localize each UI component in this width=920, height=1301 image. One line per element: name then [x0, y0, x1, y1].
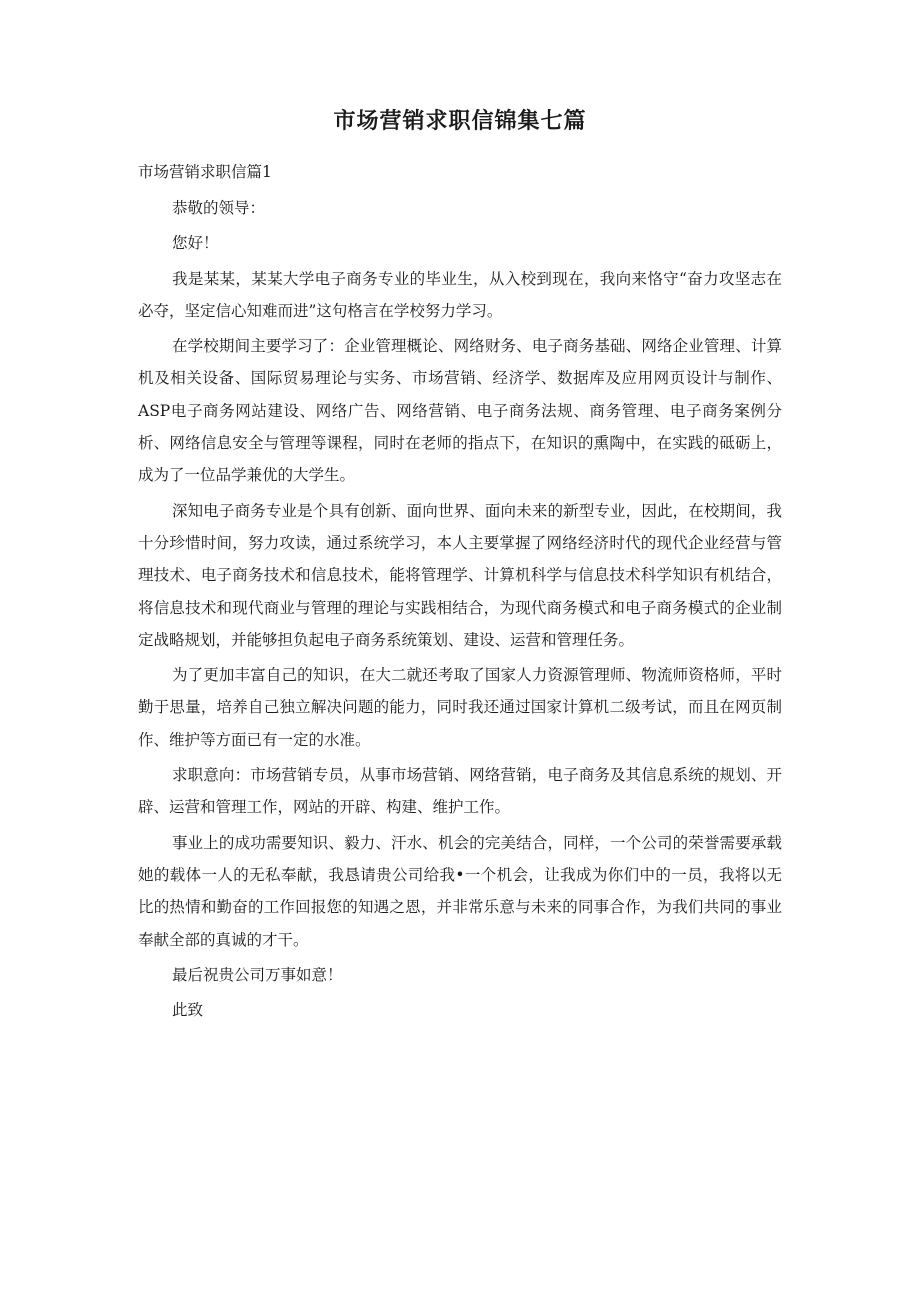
commitment-paragraph: 事业上的成功需要知识、毅力、汗水、机会的完美结合，同样，一个公司的荣誉需要承载她的载体一人的无私奉献，我恳请贵公司给我•一个机会，让我成为你们中的一员，我将以无比的热情和勤奋的工作回报您的知遇之恩，并非常乐意与未来的同事合作，为我们共同的事业奉献全部的真诚的才干。: [138, 833, 782, 949]
section-heading: 市场营销求职信篇1: [138, 163, 272, 181]
document-title: 市场营销求职信锦集七篇: [333, 109, 587, 134]
certifications-paragraph: 为了更加丰富自己的知识，在大二就还考取了国家人力资源管理师、物流师资格师，平时勤于思量，培养自己独立解决问题的能力，同时我还通过国家计算机二级考试，而且在网页制作、维护等方面已有一定的水准。: [138, 666, 782, 749]
courses-paragraph: 在学校期间主要学习了：企业管理概论、网络财务、电子商务基础、网络企业管理、计算机及相关设备、国际贸易理论与实务、市场营销、经济学、数据库及应用网页设计与制作、ASP电子商务网站建设、网络广告、网络营销、电子商务法规、商务管理、电子商务案例分析、网络信息安全与管理等课程，同时在老师的指点下，在知识的熏陶中，在实践的砥砺上，成为了一位品学兼优的大学生。: [138, 337, 782, 485]
greeting: 您好！: [172, 234, 219, 253]
job-intention-paragraph: 求职意向：市场营销专员，从事市场营销、网络营销，电子商务及其信息系统的规划、开辟、运营和管理工作，网站的开辟、构建、维护工作。: [138, 766, 782, 817]
intro-paragraph: 我是某某，某某大学电子商务专业的毕业生，从入校到现在，我向来恪守“奋力攻坚志在必夺，坚定信心知难而进”这句格言在学校努力学习。: [138, 269, 782, 320]
salutation: 恭敬的领导：: [172, 199, 266, 217]
closing-salutation: 此致: [172, 1001, 204, 1020]
closing-wish: 最后祝贵公司万事如意！: [172, 965, 343, 984]
skills-paragraph: 深知电子商务专业是个具有创新、面向世界、面向未来的新型专业，因此，在校期间，我十分珍惜时间，努力攻读，通过系统学习，本人主要掌握了网络经济时代的现代企业经营与管理技术、电子商务技术和信息技术，能将管理学、计算机科学与信息技术科学知识有机结合，将信息技术和现代商业与管理的理论与实践相结合，为现代商务模式和电子商务模式的企业制定战略规划，并能够担负起电子商务系统策划、建设、运营和管理任务。: [138, 501, 782, 649]
